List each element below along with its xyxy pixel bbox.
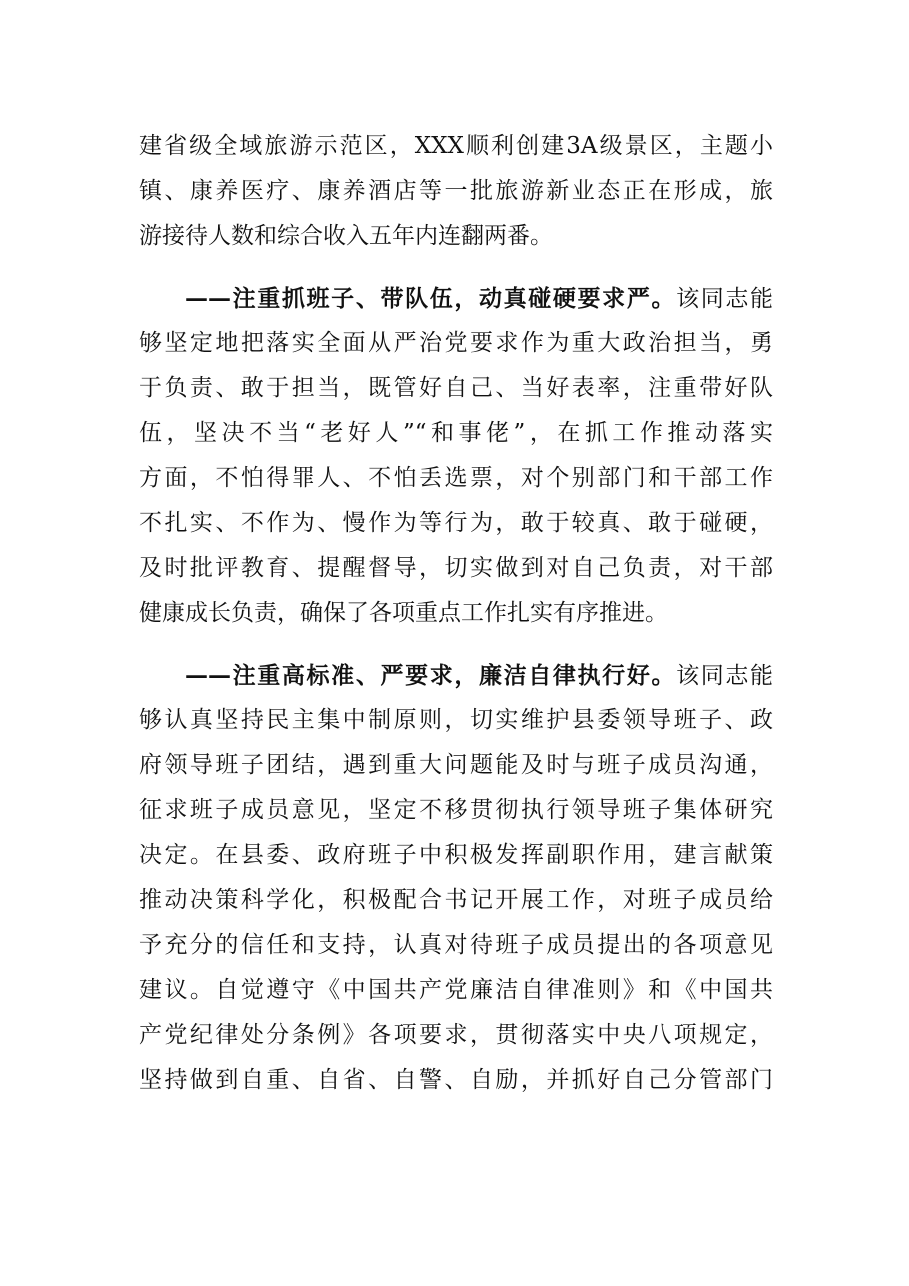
- paragraph-first-line: [139, 653, 773, 698]
- paragraph-line: 于负责、敢于担当，既管好自己、当好表率，注重带好队: [139, 375, 773, 401]
- paragraph-spacer: [139, 636, 773, 653]
- paragraph-self-discipline: [139, 653, 773, 1103]
- paragraph-line: 府领导班子团结，遇到重大问题能及时与班子成员沟通，: [139, 752, 773, 778]
- paragraph-team-building: [139, 276, 773, 636]
- paragraph-line: 推动决策科学化，积极配合书记开展工作，对班子成员给: [139, 887, 773, 913]
- heading-followup-text: 该同志能: [676, 286, 774, 312]
- paragraph-line: 健康成长负责，确保了各项重点工作扎实有序推进。: [139, 600, 668, 626]
- paragraph-line: 坚持做到自重、自省、自警、自励，并抓好自己分管部门: [139, 1067, 773, 1093]
- paragraph-line: 伍，坚决不当“老好人”“和事佬”，在抓工作推动落实: [139, 420, 773, 446]
- paragraph-line: 方面，不怕得罪人、不怕丢选票，对个别部门和干部工作: [139, 465, 773, 491]
- section-heading: ——注重高标准、严要求，廉洁自律执行好。: [185, 662, 677, 689]
- paragraph-line: 建议。自觉遵守《中国共产党廉洁自律准则》和《中国共: [139, 977, 773, 1003]
- paragraph-tourism: [139, 124, 773, 259]
- paragraph-line: 不扎实、不作为、慢作为等行为，敢于较真、敢于碰硬，: [139, 510, 773, 536]
- paragraph-line: 够认真坚持民主集中制原则，切实维护县委领导班子、政: [139, 707, 773, 733]
- paragraph-line: 予充分的信任和支持，认真对待班子成员提出的各项意见: [139, 932, 773, 958]
- paragraph-line: 及时批评教育、提醒督导，切实做到对自己负责，对干部: [139, 555, 773, 581]
- paragraph-line: 决定。在县委、政府班子中积极发挥副职作用，建言献策: [139, 842, 773, 868]
- document-body: [139, 124, 773, 1103]
- paragraph-line: 征求班子成员意见，坚定不移贯彻执行领导班子集体研究: [139, 797, 773, 823]
- paragraph-line: 够坚定地把落实全面从严治党要求作为重大政治担当，勇: [139, 330, 773, 356]
- heading-followup-text: 该同志能: [676, 663, 774, 689]
- paragraph-line: 镇、康养医疗、康养酒店等一批旅游新业态正在形成，旅: [139, 178, 773, 204]
- paragraph-line: 产党纪律处分条例》各项要求，贯彻落实中央八项规定，: [139, 1022, 773, 1048]
- section-heading: ——注重抓班子、带队伍，动真碰硬要求严。: [185, 285, 677, 312]
- paragraph-spacer: [139, 259, 773, 276]
- paragraph-line: 建省级全域旅游示范区，XXX顺利创建3A级景区，主题小: [139, 133, 773, 159]
- paragraph-first-line: [139, 276, 773, 321]
- paragraph-line: 游接待人数和综合收入五年内连翻两番。: [139, 223, 553, 249]
